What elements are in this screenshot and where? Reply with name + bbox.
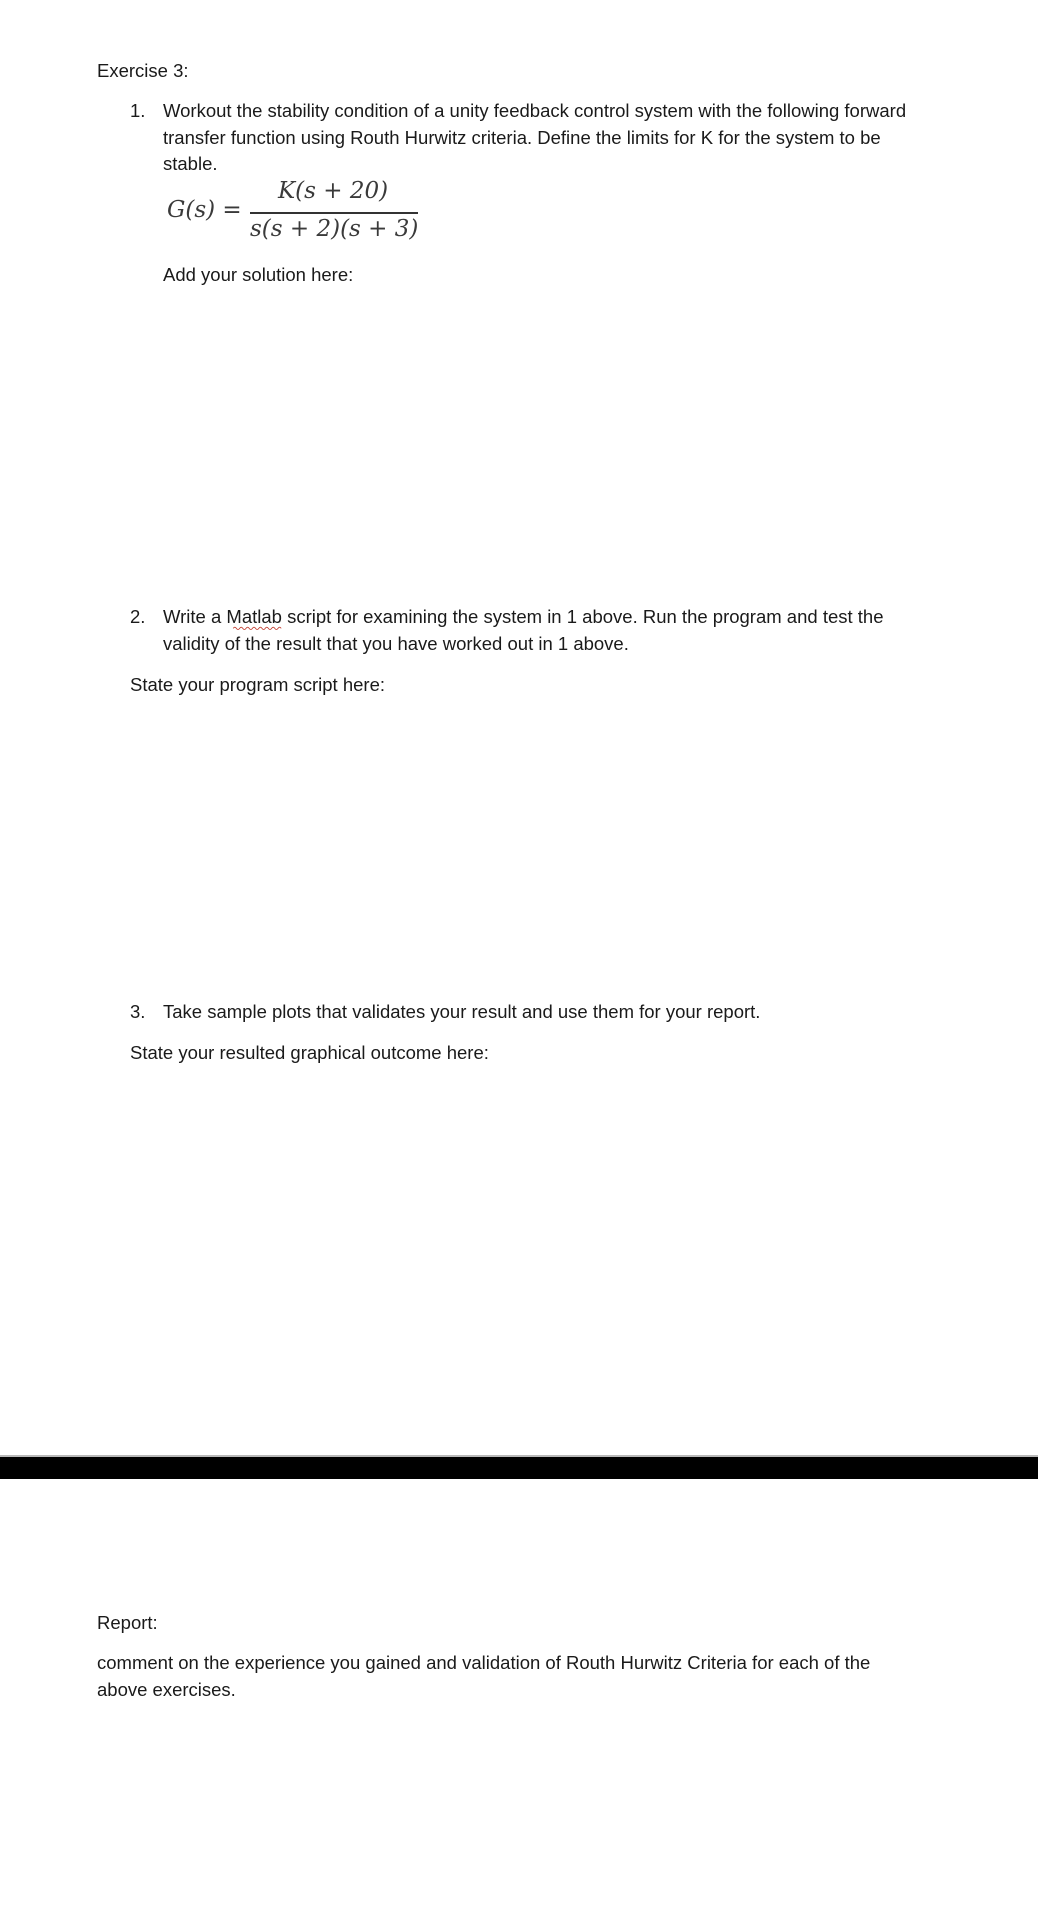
matlab-word: Matlab (226, 606, 282, 627)
equation-lhs: G(s) = (167, 197, 242, 223)
solution-prompt: Add your solution here: (163, 264, 354, 285)
equation-denominator: s(s + 2)(s + 3) (250, 216, 419, 242)
program-script-prompt: State your program script here: (130, 674, 385, 695)
question-1-line-2: transfer function using Routh Hurwitz criteria. Define the limits for K for the system to be (163, 127, 881, 148)
exercise-title: Exercise 3: (97, 60, 189, 81)
question-1-line-1: Workout the stability condition of a unity feedback control system with the following forward (163, 100, 907, 121)
question-2-line-2: validity of the result that you have worked out in 1 above. (163, 633, 629, 654)
question-2-number: 2. (130, 606, 146, 627)
question-1-number: 1. (130, 100, 146, 121)
spellcheck-underline (227, 626, 289, 630)
report-line-1: comment on the experience you gained and validation of Routh Hurwitz Criteria for each of the (97, 1652, 871, 1673)
question-3-number: 3. (130, 1001, 146, 1022)
question-2-line-1-post: script for examining the system in 1 above. Run the program and test the (281, 606, 884, 627)
question-2-line-1-pre: Write a (163, 606, 227, 627)
equation-numerator: K(s + 20) (278, 178, 389, 204)
question-3-line-1: Take sample plots that validates your result and use them for your report. (163, 1001, 761, 1022)
report-title: Report: (97, 1612, 158, 1633)
question-1-line-3: stable. (163, 153, 218, 174)
report-line-2: above exercises. (97, 1679, 236, 1700)
page-break-separator (0, 1457, 1038, 1479)
fraction-bar (250, 212, 418, 214)
graphical-outcome-prompt: State your resulted graphical outcome here: (130, 1042, 489, 1063)
